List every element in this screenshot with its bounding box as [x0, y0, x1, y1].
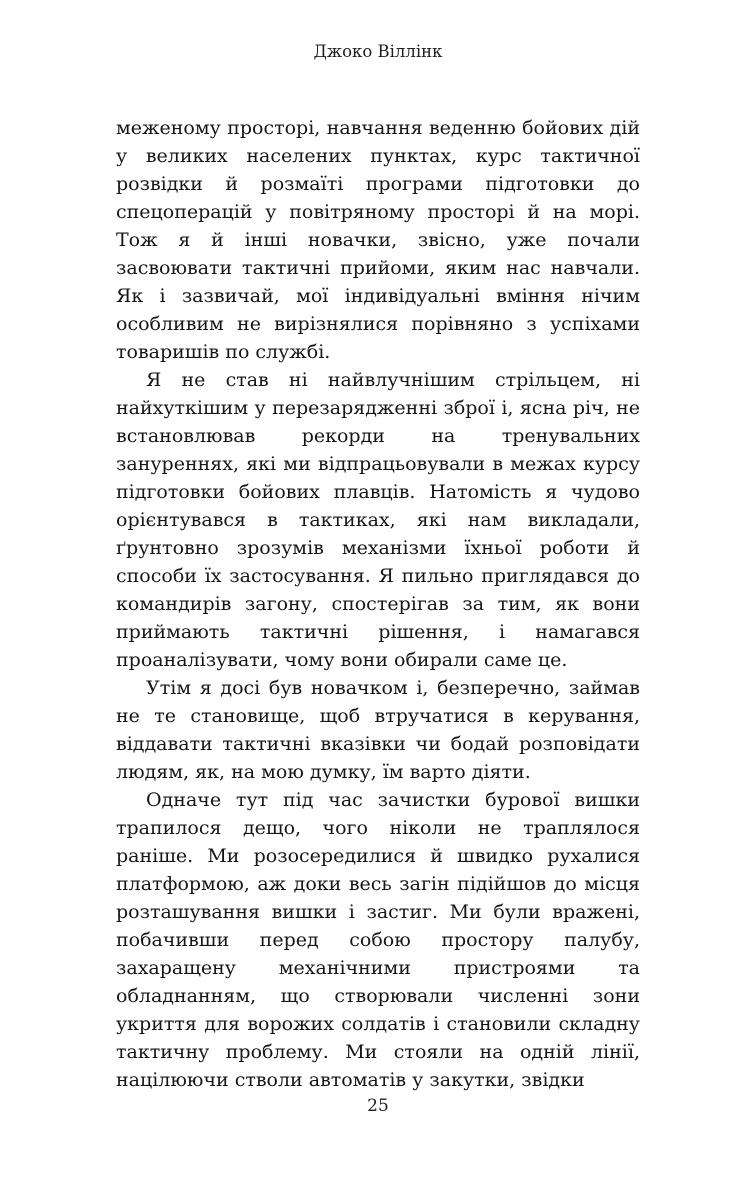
paragraph: Утім я досі був новачком і, безперечно, займав не те становище, щоб втручатися в керування, віддавати тактичні вказівки чи бодай розповідати людям, як, на мою думку, їм варто діяти.: [116, 677, 640, 783]
page-body: [116, 114, 640, 1094]
paragraph-continuation: меженому просторі, навчання веденню бойових дій у великих населених пунктах, курс тактичної розвідки й розмаїті програми підготовки до спецоперацій у повітряному просторі й на морі. Тож я й інші новачки, звісно, уже почали засвоювати тактичні прийоми, яким нас навчали. Як і зазвичай, мої індивідуальні вміння нічим особливим не вирізнялися порівняно з успіхами товаришів по службі.: [116, 117, 640, 363]
paragraph: Одначе тут під час зачистки бурової вишки трапилося дещо, чого ніколи не траплялося раніше. Ми розосередилися й швидко рухалися платформою, аж доки весь загін підійшов до місця розташування вишки і застиг. Ми були вражені, побачивши перед собою простору палубу, захаращену механічними пристроями та обладнанням, що створювали численні зони укриття для ворожих солдатів і становили складну тактичну проблему. Ми стояли на одній лінії, націлюючи стволи автоматів у закутки, звідки: [116, 789, 640, 1091]
page-number: 25: [367, 1096, 389, 1116]
running-header: Джоко Віллінк: [313, 42, 443, 61]
paragraph: Я не став ні найвлучнішим стрільцем, ні найхуткішим у перезарядженні зброї і, ясна річ, не встановлював рекорди на тренувальних зануреннях, які ми відпрацьовували в межах курсу підготовки бойових плавців. Натомість я чудово орієнтувався в тактиках, які нам викладали, ґрунтовно зрозумів механізми їхньої роботи й способи їх застосування. Я пильно приглядався до командирів загону, спостерігав за тим, як вони приймають тактичні рішення, і намагався проаналізувати, чому вони обирали саме це.: [116, 369, 640, 671]
